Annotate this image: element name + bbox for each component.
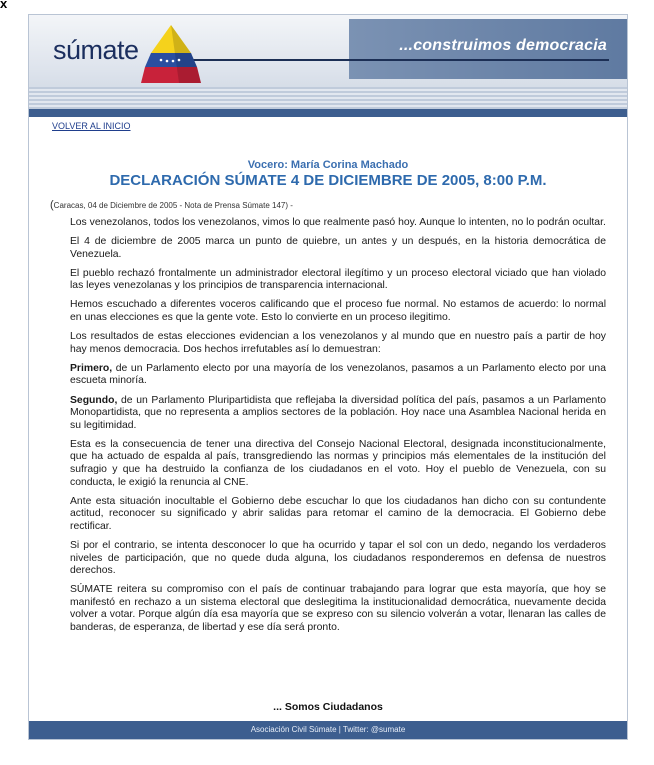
banner-stripes: [29, 87, 627, 109]
dateline-paren: (: [50, 199, 54, 211]
dateline: [50, 199, 293, 211]
paragraph: Si por el contrario, se intenta desconocer lo que ha ocurrido y tapar el sol con un dedo, negando los verdaderos niveles de participación, que no quede duda alguna, los ciudadanos responderemos en defensa de nuestros derechos.: [70, 539, 606, 577]
paragraph-lead: Segundo,: [70, 394, 118, 406]
speaker-line: Vocero: María Corina Machado: [247, 159, 409, 171]
home-link[interactable]: VOLVER AL INICIO: [52, 121, 131, 131]
paragraph-text: de un Parlamento electo por una mayoría de los venezolanos, pasamos a un Parlamento electo por una escueta minoría.: [70, 362, 606, 387]
footer-text: Asociación Civil Súmate | Twitter: @sumate: [250, 725, 406, 734]
motto-text: ...construimos democracia: [399, 37, 607, 54]
paragraph: Hemos escuchado a diferentes voceros calificando que el proceso fue normal. No estamos de acuerdo: lo normal en unas elecciones es que la gente vote. Esto lo convierte en un proceso ilegitimo.: [70, 299, 606, 324]
paragraph-text: de un Parlamento Pluripartidista que reflejaba la diversidad política del país, pasamos a un Parlamento Monopartidista, que no representa a amplios sectores de la población. Hoy nace una Asamblea Nacional herida en su legitimidad.: [70, 394, 606, 431]
logo-wordmark: súmate: [53, 35, 139, 65]
article-body: [70, 217, 606, 641]
article-title: DECLARACIÓN SÚMATE 4 DE DICIEMBRE DE 2005, 8:00 P.M.: [109, 172, 547, 189]
paragraph: Los venezolanos, todos los venezolanos, vimos lo que realmente pasó hoy. Aunque lo intenten, no lo podrán ocultar.: [70, 217, 606, 228]
closing-slogan: ... Somos Ciudadanos: [273, 701, 383, 713]
paragraph: El pueblo rechazó frontalmente un administrador electoral ilegítimo y un proceso electoral viciado que han violado las leyes venezolanas y los principios de transparencia internacional.: [70, 267, 606, 292]
paragraph: SÚMATE reitera su compromiso con el país de continuar trabajando para lograr que esta mayoría, que hoy se manifestó en rechazo a un sistema electoral que deslegitima la institucionalidad democrática, nuevamente decida volver a votar. Porque algún día esa mayoría que se expreso con su silencio volverán a votar, llenaran las calles de banderas, de esperanza, de libertad y ese día será pronto.: [70, 584, 606, 634]
close-glyph[interactable]: x: [0, 0, 8, 11]
paragraph-lead: Primero,: [70, 362, 113, 374]
motto-panel: [349, 19, 627, 79]
paragraph: [70, 363, 606, 388]
paragraph: [70, 395, 606, 433]
header-banner: [29, 15, 627, 117]
paragraph: Los resultados de estas elecciones evidencian a los venezolanos y al mundo que en nuestro país a partir de hoy hay menos democracia. Dos hechos irrefutables así lo demuestran:: [70, 331, 606, 355]
footer-bar: [29, 721, 627, 739]
paragraph: Esta es la consecuencia de tener una directiva del Consejo Nacional Electoral, designada inconstitucionalmente, que ha actuado de espalda al país, transgrediendo las normas y principios más elementales de la institución del sufragio y que ha destruido la confianza de los ciudadanos en el voto. Hoy el pueblo de Venezuela, con su conducta, le exigió la renuncia al CNE.: [70, 438, 606, 488]
paragraph: Ante esta situación inocultable el Gobierno debe escuchar lo que los ciudadanos han dicho con su contundente actitud, reconocer su significado y abrir salidas para retomar el camino de la democracia. El Gobierno debe rectificar.: [70, 495, 606, 532]
nav-bar: [29, 109, 627, 117]
page-frame: [28, 14, 628, 740]
pyramid-logo-icon: [139, 23, 203, 87]
paragraph: El 4 de diciembre de 2005 marca un punto de quiebre, un antes y un después, en la historia democrática de Venezuela.: [70, 236, 606, 260]
banner-divider: [169, 59, 609, 61]
dateline-text: Caracas, 04 de Diciembre de 2005 - Nota de Prensa Súmate 147) -: [53, 201, 293, 210]
